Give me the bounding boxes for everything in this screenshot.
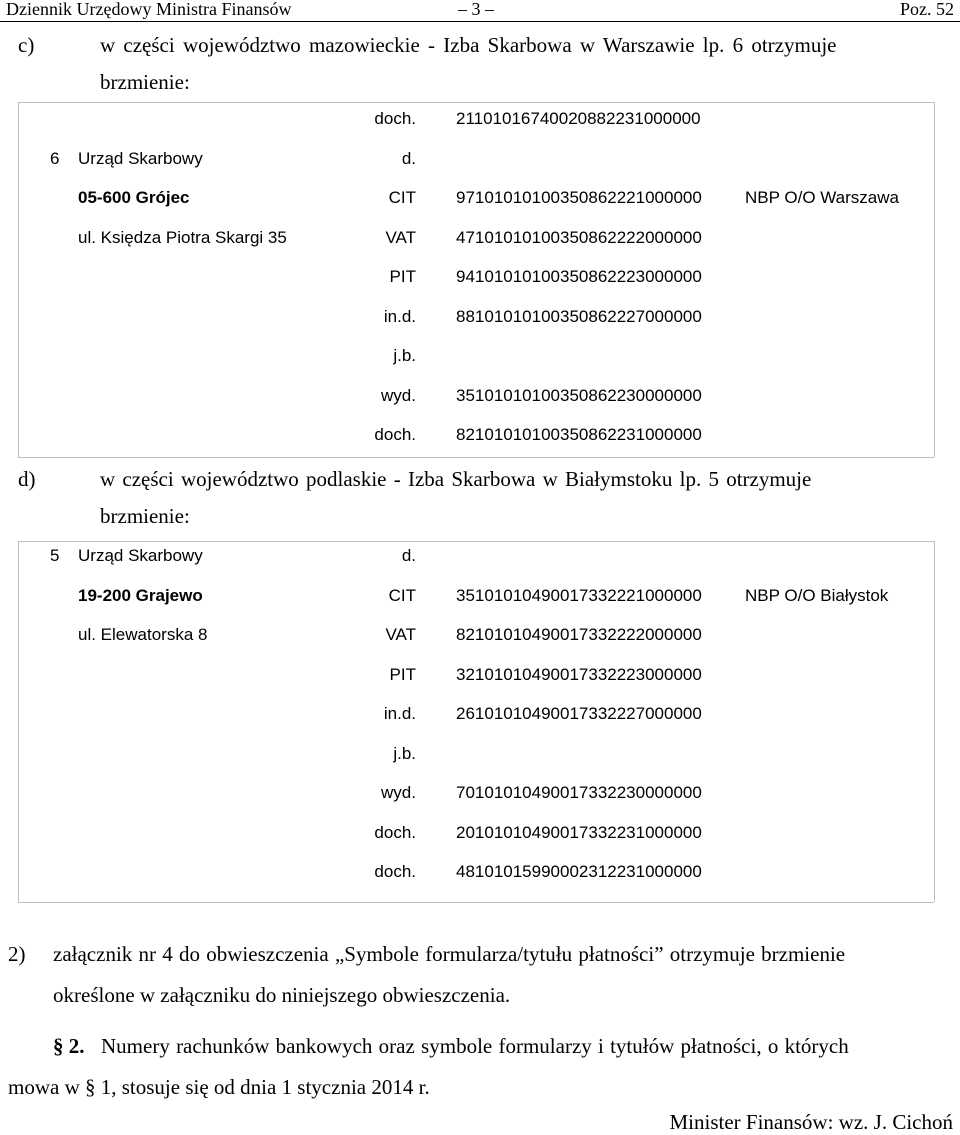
- position-number: Poz. 52: [900, 0, 954, 19]
- office-name: ul. Księdza Piotra Skargi 35: [78, 227, 287, 247]
- section-d-marker: d): [18, 467, 36, 491]
- symbol: wyd.: [381, 783, 416, 802]
- symbol: doch.: [374, 822, 416, 842]
- symbol: in.d.: [383, 306, 416, 326]
- office-name: Urząd Skarbowy: [78, 148, 203, 168]
- paragraph-2-text-line2: mowa w § 1, stosuje się od dnia 1 stycznia 2014 r.: [8, 1075, 430, 1099]
- account-number: 88101010100350862227000000: [456, 306, 702, 326]
- account-number: 97101010100350862221000000: [456, 188, 702, 207]
- symbol: doch.: [374, 109, 416, 128]
- office-name: Urząd Skarbowy: [78, 546, 203, 565]
- account-number: 48101015990002312231000000: [456, 862, 702, 881]
- row-number: 6: [50, 148, 60, 168]
- point-2-text-line1: załącznik nr 4 do obwieszczenia „Symbole formularza/tytułu płatności” otrzymuje brzmienie: [53, 942, 846, 966]
- symbol: VAT: [385, 625, 416, 644]
- symbol: PIT: [389, 267, 416, 286]
- page-number: – 3 –: [458, 0, 494, 19]
- symbol: CIT: [388, 188, 416, 207]
- account-number: 35101010100350862230000000: [456, 385, 702, 405]
- row-number: 5: [50, 546, 60, 565]
- account-number: 82101010100350862231000000: [456, 425, 702, 444]
- symbol: PIT: [389, 664, 416, 684]
- symbol: j.b.: [393, 743, 416, 763]
- account-number: 26101010490017332227000000: [456, 704, 702, 723]
- point-2-marker: 2): [8, 942, 26, 966]
- account-number: 21101016740020882231000000: [456, 109, 701, 128]
- account-number: 47101010100350862222000000: [456, 227, 702, 247]
- bank-name: NBP O/O Białystok: [745, 585, 889, 605]
- journal-title: Dziennik Urzędowy Ministra Finansów: [6, 0, 292, 19]
- section-d-text-line2: brzmienie:: [100, 504, 190, 528]
- point-2-text-line2: określone w załączniku do niniejszego obwieszczenia.: [53, 983, 511, 1007]
- header-rule: [0, 21, 960, 22]
- account-number: 94101010100350862223000000: [456, 267, 702, 286]
- running-header: [0, 0, 960, 22]
- symbol: d.: [401, 546, 416, 565]
- bank-name: NBP O/O Warszawa: [745, 188, 899, 207]
- office-name: ul. Elewatorska 8: [78, 625, 208, 644]
- account-number: 32101010490017332223000000: [456, 664, 702, 684]
- symbol: in.d.: [383, 704, 416, 723]
- section-c-marker: c): [18, 33, 35, 57]
- office-name: 19-200 Grajewo: [78, 585, 203, 605]
- symbol: VAT: [385, 227, 416, 247]
- signature: Minister Finansów: wz. J. Cichoń: [669, 1110, 953, 1134]
- office-name: 05-600 Grójec: [78, 188, 190, 207]
- account-number: 35101010490017332221000000: [456, 585, 702, 605]
- symbol: CIT: [388, 585, 416, 605]
- symbol: j.b.: [393, 346, 416, 365]
- symbol: wyd.: [381, 385, 416, 405]
- account-number: 20101010490017332231000000: [456, 822, 702, 842]
- account-number: 82101010490017332222000000: [456, 625, 702, 644]
- symbol: d.: [401, 148, 416, 168]
- paragraph-2-text-line1: Numery rachunków bankowych oraz symbole formularzy i tytułów płatności, o których: [101, 1034, 849, 1058]
- section-c-text-line1: w części województwo mazowieckie - Izba Skarbowa w Warszawie lp. 6 otrzymuje: [100, 33, 837, 57]
- section-d-text-line1: w części województwo podlaskie - Izba Skarbowa w Białymstoku lp. 5 otrzymuje: [100, 467, 812, 491]
- symbol: doch.: [374, 425, 416, 444]
- paragraph-2-marker: § 2.: [53, 1034, 85, 1058]
- section-c-text-line2: brzmienie:: [100, 70, 190, 94]
- account-number: 70101010490017332230000000: [456, 783, 702, 802]
- symbol: doch.: [374, 862, 416, 881]
